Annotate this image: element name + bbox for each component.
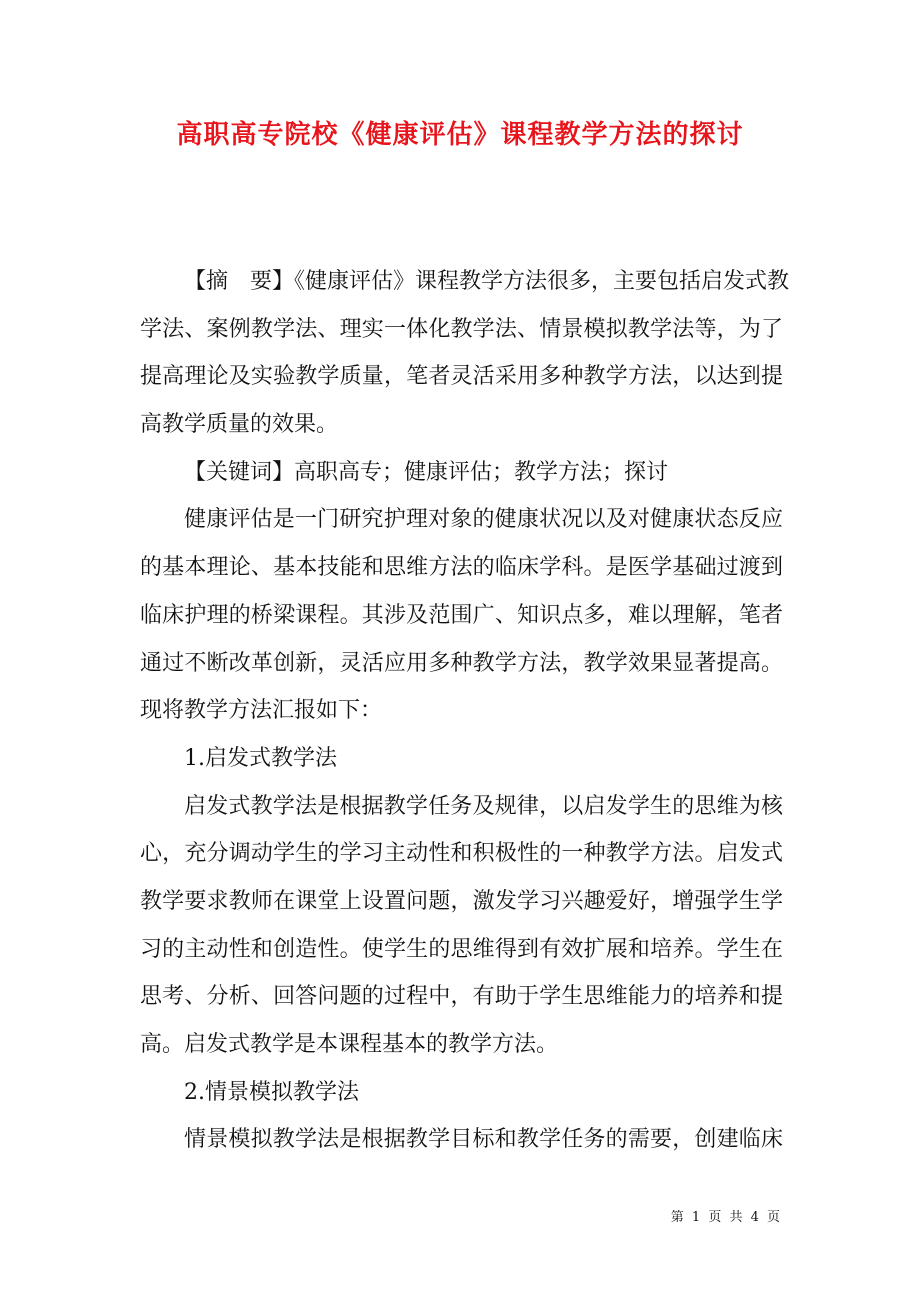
text-line: 健康评估是一门研究护理对象的健康状况以及对健康状态反应 — [184, 507, 783, 533]
text-line: 情景模拟教学法是根据教学目标和教学任务的需要，创建临床 — [184, 1127, 783, 1153]
document-title: 高职高专院校《健康评估》课程教学方法的探讨 — [176, 120, 744, 150]
text-line: 高教学质量的效果。 — [140, 412, 339, 438]
text-line: 的基本理论、基本技能和思维方法的临床学科。是医学基础过渡到 — [140, 555, 783, 581]
paragraph — [140, 449, 783, 497]
text-line: 教学要求教师在课堂上设置问题，激发学习兴趣爱好，增强学生学 — [140, 888, 783, 914]
paragraph — [140, 258, 790, 449]
text-line: 启发式教学法是根据教学任务及规律，以启发学生的思维为核 — [184, 793, 783, 819]
text-line: 心，充分调动学生的学习主动性和积极性的一种教学方法。启发式 — [140, 841, 783, 867]
page-number: 第 1 页 共 4 页 — [670, 1210, 782, 1225]
paragraph — [140, 1069, 783, 1117]
paragraph — [140, 783, 783, 1069]
text-line: 2.情景模拟教学法 — [184, 1079, 359, 1105]
paragraph — [140, 496, 783, 734]
text-line: 【关键词】高职高专；健康评估；教学方法；探讨 — [184, 459, 669, 485]
text-line: 思考、分析、回答问题的过程中，有助于学生思维能力的培养和提 — [140, 984, 783, 1010]
text-line: 临床护理的桥梁课程。其涉及范围广、知识点多，难以理解，笔者 — [140, 602, 783, 628]
text-line: 提高理论及实验教学质量，笔者灵活采用多种教学方法，以达到提 — [140, 364, 783, 390]
text-line: 高。启发式教学是本课程基本的教学方法。 — [140, 1032, 559, 1057]
paragraph — [140, 735, 783, 783]
text-line: 现将教学方法汇报如下： — [140, 698, 383, 724]
text-line: 习的主动性和创造性。使学生的思维得到有效扩展和培养。学生在 — [140, 936, 783, 962]
paragraph — [140, 1116, 783, 1164]
text-line: 【摘 要】《健康评估》课程教学方法很多，主要包括启发式教 — [184, 269, 790, 294]
document-body — [140, 258, 790, 1164]
text-line: 通过不断改革创新，灵活应用多种教学方法，教学效果显著提高。 — [140, 650, 783, 676]
text-line: 1.启发式教学法 — [184, 745, 337, 771]
text-line: 学法、案例教学法、理实一体化教学法、情景模拟教学法等，为了 — [140, 316, 783, 342]
